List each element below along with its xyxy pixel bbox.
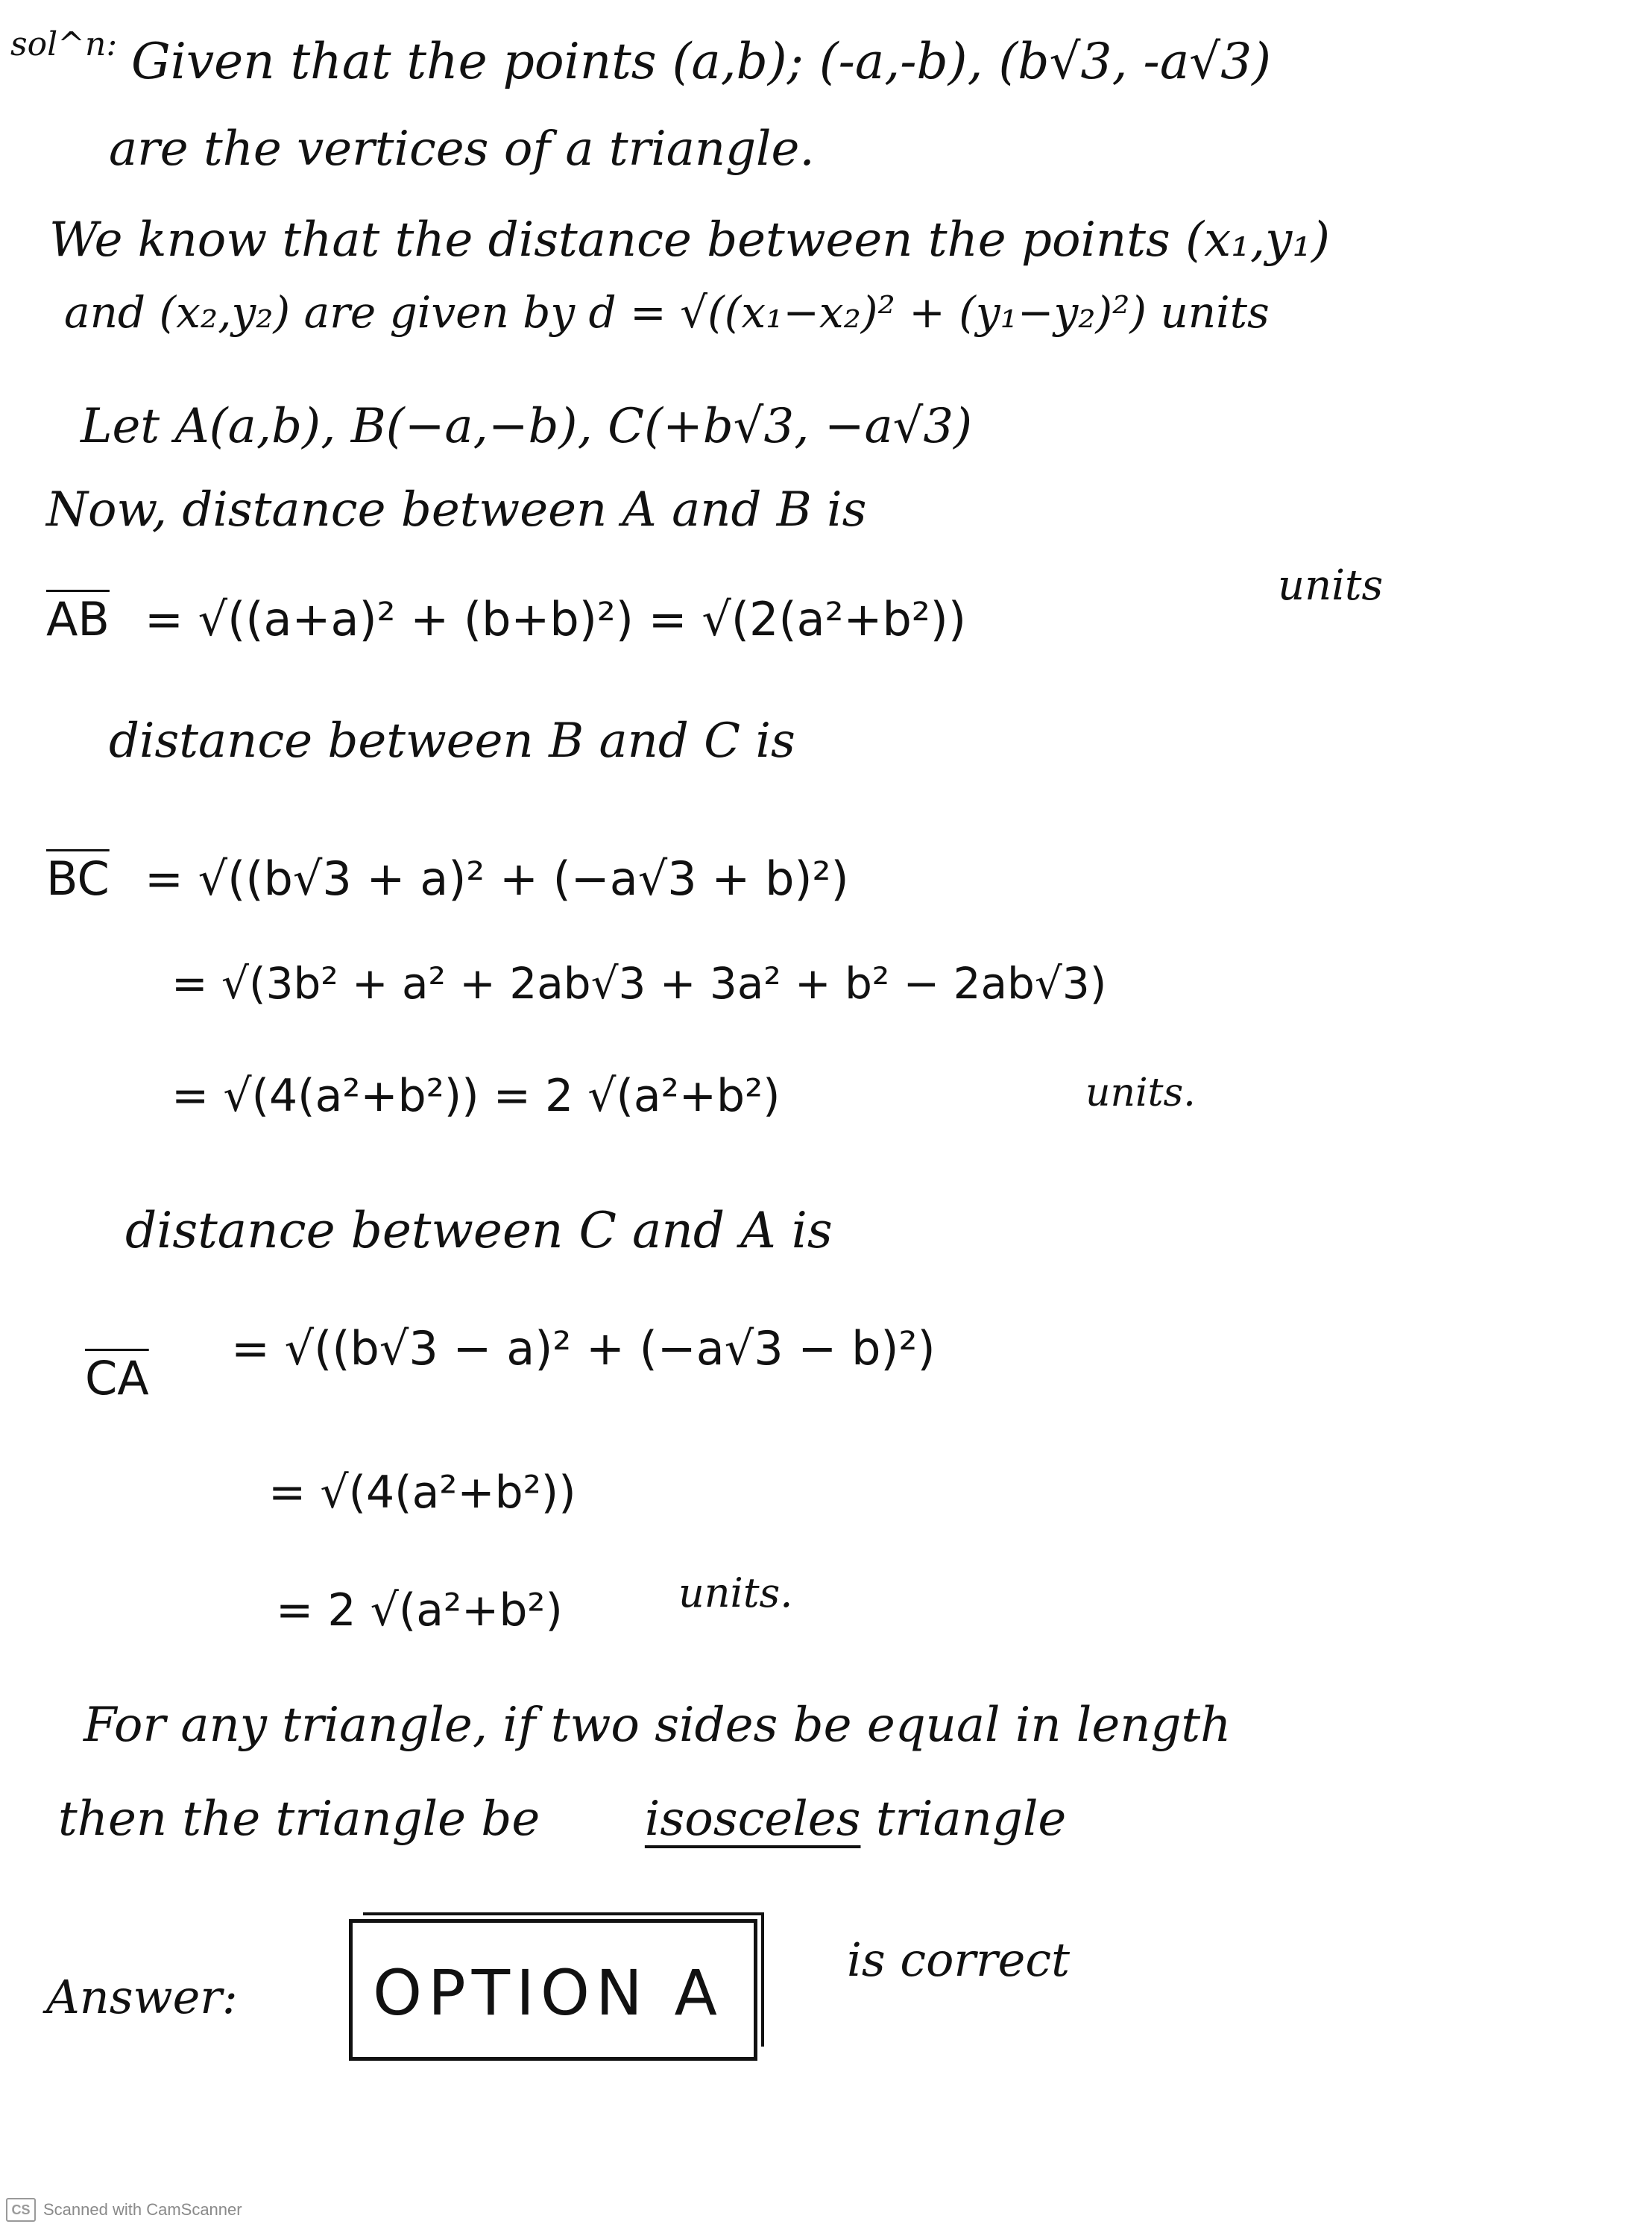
answer-value: OPTION A — [373, 1956, 723, 2029]
conclusion-line-1: For any triangle, if two sides be equal in length — [83, 1698, 1232, 1753]
bc-name — [46, 851, 110, 906]
bc-heading: distance between B and C is — [109, 714, 795, 769]
formula-line-1: We know that the distance between the points (x₁,y₁) — [49, 212, 1330, 268]
ca-units: units. — [678, 1569, 793, 1616]
formula-line-2: and (x₂,y₂) are given by d = √((x₁−x₂)² + (y₁−y₂)²) units — [64, 287, 1270, 338]
bc-label: $\overline{BC}$ — [46, 851, 110, 906]
bc-units: units. — [1085, 1071, 1196, 1115]
isosceles-term: isosceles — [644, 1792, 861, 1847]
ab-equation: = √((a+a)² + (b+b)²) = √(2(a²+b²)) — [145, 592, 967, 646]
bc-line-3: = √(4(a²+b²)) = 2 √(a²+b²) — [171, 1070, 781, 1122]
intro-line-1: Given that the points (a,b); (-a,-b), (b√3, -a√3) — [131, 33, 1271, 90]
camscanner-text: Scanned with CamScanner — [43, 2200, 242, 2219]
ab-heading: Now, distance between A and B is — [46, 482, 867, 538]
answer-suffix: is correct — [847, 1933, 1071, 1987]
ab-label: $\overline{AB}$ — [46, 592, 110, 646]
conclusion-start: then the triangle be — [58, 1792, 540, 1847]
conclusion-end: triangle — [875, 1792, 1067, 1847]
answer-label: Answer: — [46, 1970, 238, 2024]
ca-name — [85, 1351, 149, 1405]
solution-label: sol^n: — [10, 25, 118, 63]
intro-line-2: are the vertices of a triangle. — [109, 122, 815, 177]
let-line: Let A(a,b), B(−a,−b), C(+b√3, −a√3) — [81, 399, 973, 454]
ca-line-3: = 2 √(a²+b²) — [276, 1584, 563, 1637]
ab-name — [46, 592, 110, 646]
conclusion-line-2 — [58, 1792, 1067, 1847]
bc-line-2: = √(3b² + a² + 2ab√3 + 3a² + b² − 2ab√3) — [171, 958, 1107, 1009]
ca-label: $\overline{CA}$ — [85, 1351, 149, 1405]
ab-units: units — [1278, 561, 1384, 610]
ca-line-2: = √(4(a²+b²)) — [268, 1467, 576, 1519]
ca-heading: distance between C and A is — [125, 1202, 833, 1259]
camscanner-badge — [6, 2198, 242, 2222]
bc-line-1: = √((b√3 + a)² + (−a√3 + b)²) — [145, 851, 849, 906]
ca-line-1: = √((b√3 − a)² + (−a√3 − b)²) — [231, 1321, 936, 1376]
camscanner-logo-icon: CS — [6, 2198, 36, 2222]
